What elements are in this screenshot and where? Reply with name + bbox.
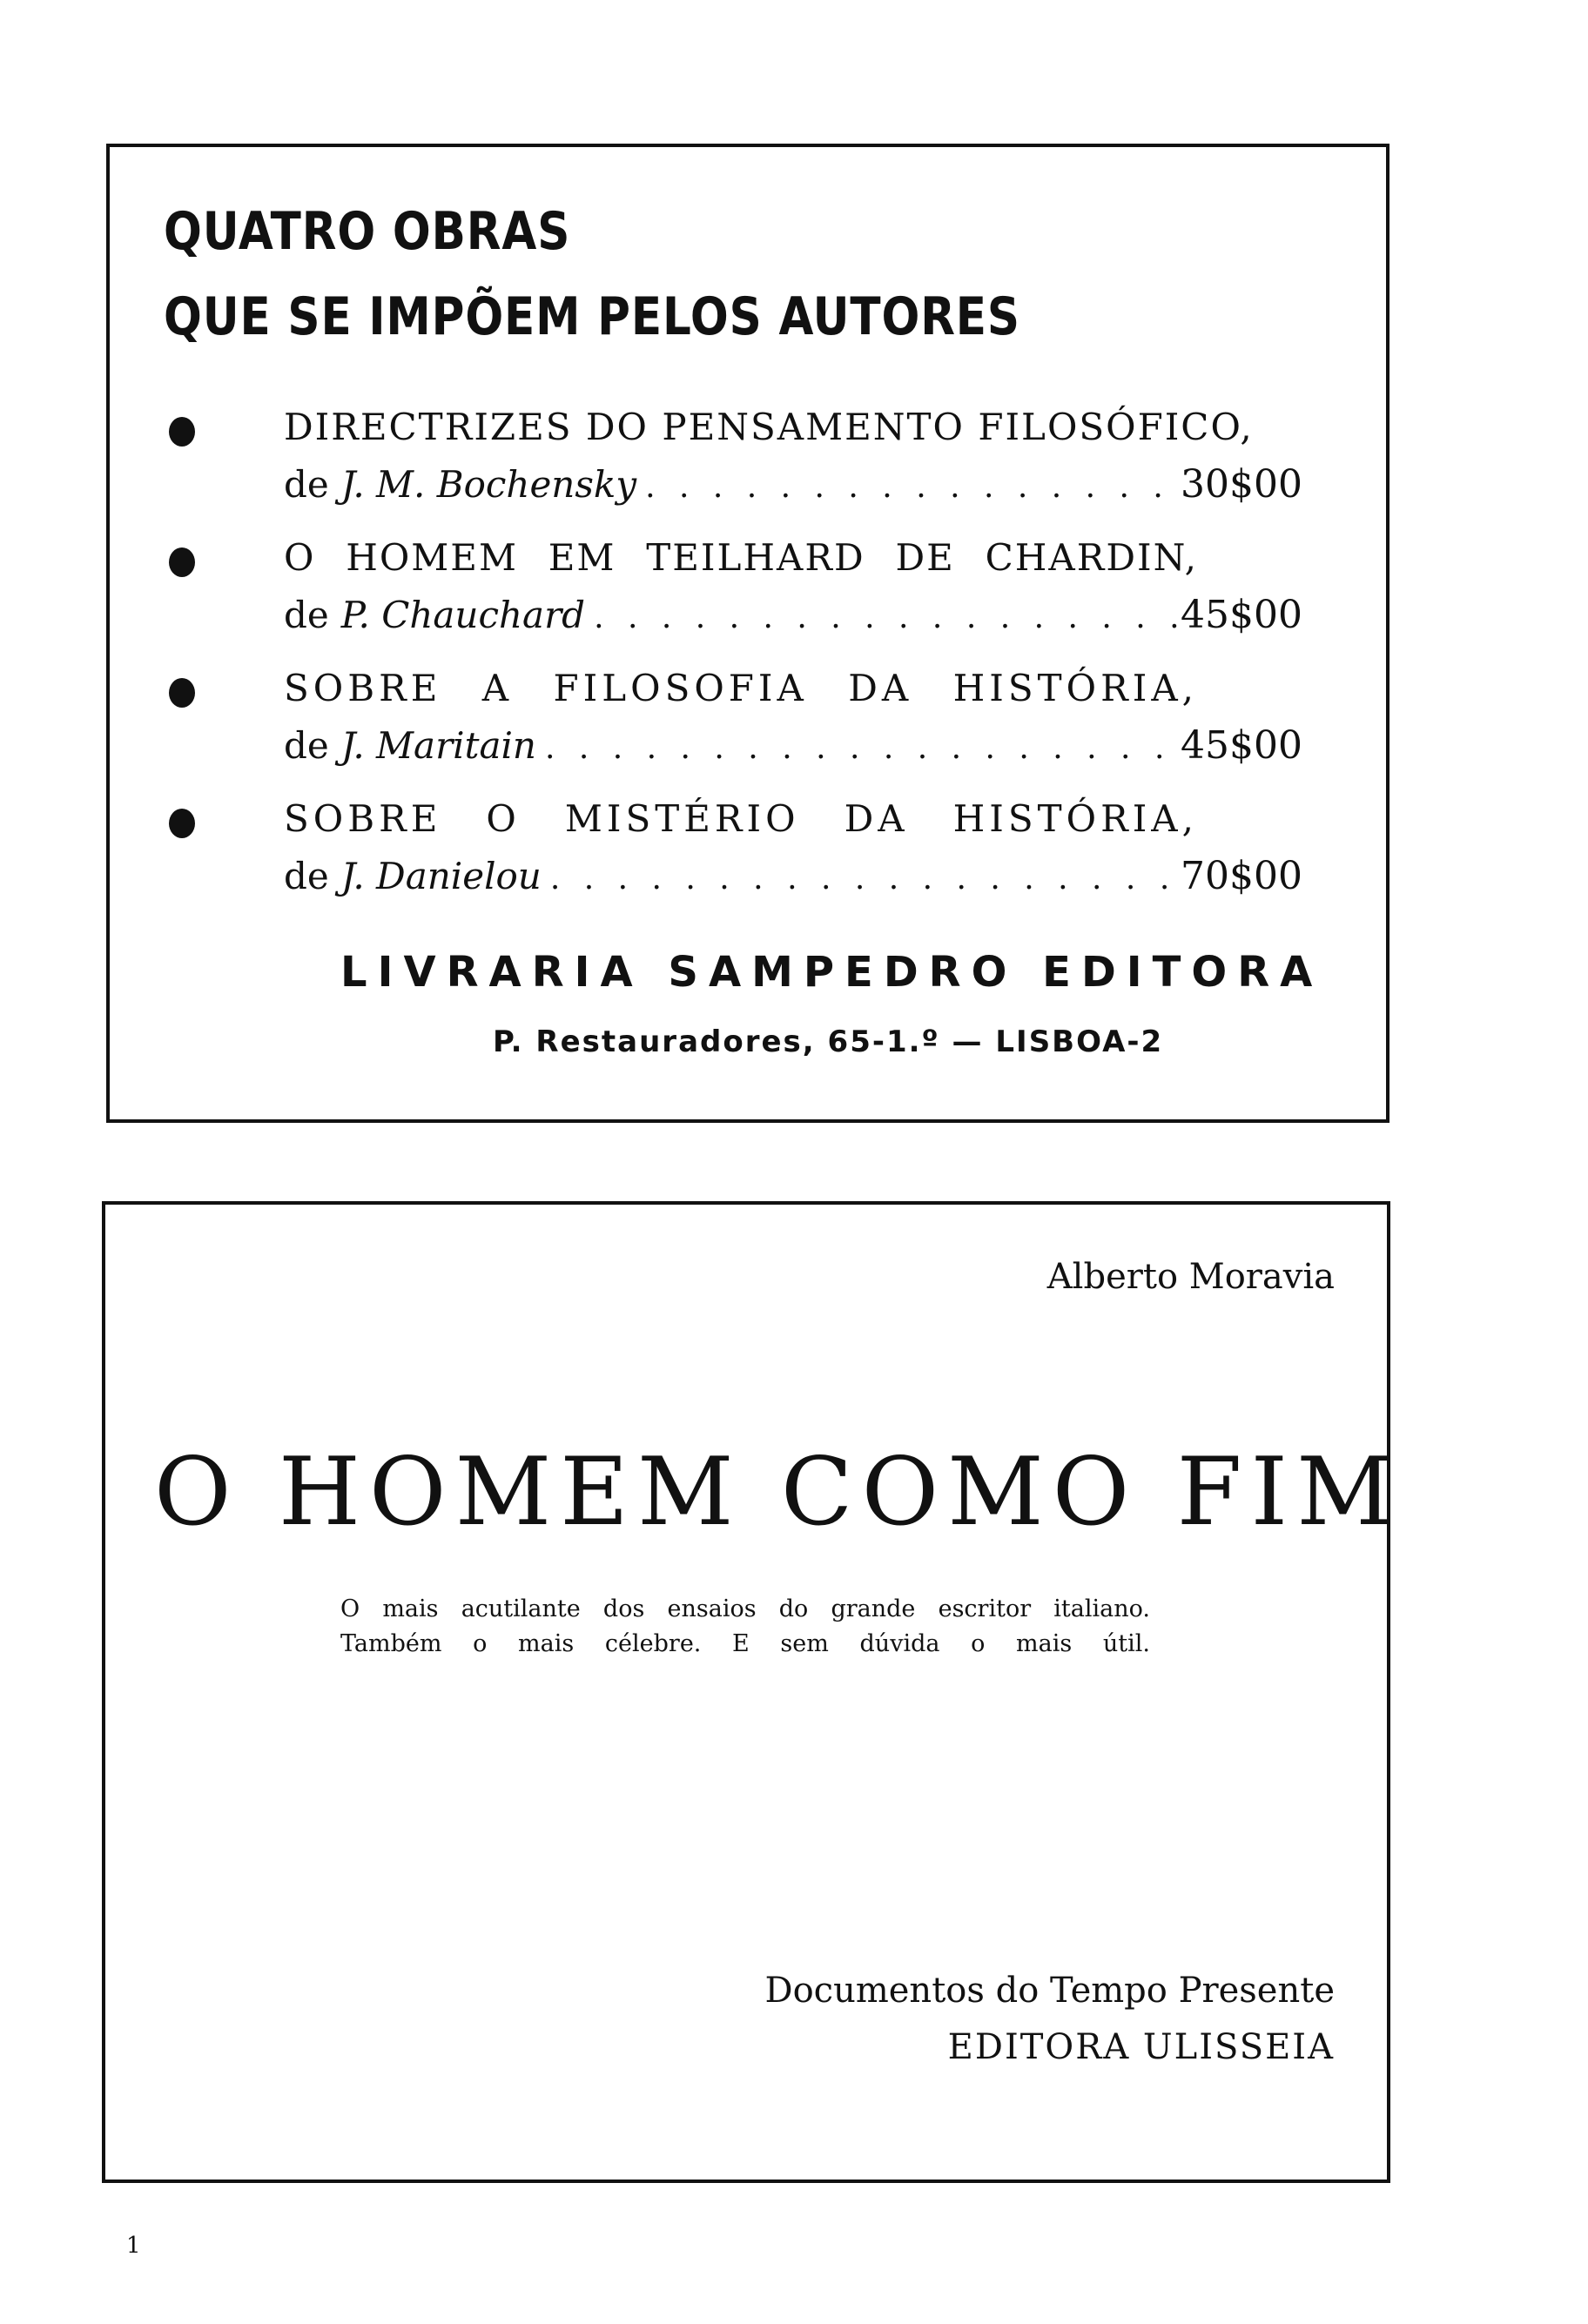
page-number: 1 [126,2233,141,2259]
book-author: J. Danielou [340,855,542,897]
author-line [284,457,1181,515]
book-author: Alberto Moravia [1046,1257,1335,1297]
advertisement-ulisseia [102,1201,1402,2183]
book-entry [162,661,1346,774]
book-title: SOBRE O MISTÉRIO DA HISTÓRIA, [284,797,1198,840]
book-entry [162,530,1346,643]
author-line [284,718,1181,776]
headline-line-1: QUATRO OBRAS [164,201,571,262]
book-price: 45$00 [1181,723,1302,768]
bullet-icon [169,547,195,577]
book-author: J. Maritain [340,724,536,767]
advertisement-sampedro [106,144,1390,1123]
book-blurb [340,1592,1150,1662]
author-prefix: de [284,724,329,767]
author-prefix: de [284,463,329,506]
book-entry [162,400,1346,513]
book-author: P. Chauchard [340,594,586,636]
book-title: DIRECTRIZES DO PENSAMENTO FILOSÓFICO, [284,406,1254,448]
bullet-icon [169,417,195,447]
publisher-name: LIVRARIA SAMPEDRO EDITORA [340,948,1323,997]
publisher-address: P. Restauradores, 65-1.º — LISBOA-2 [493,1024,1164,1059]
author-line [284,849,1181,907]
author-prefix: de [284,594,329,636]
blurb-line: Também o mais célebre. E sem dúvida o mais útil. [340,1630,1150,1657]
book-author: J. M. Bochensky [340,463,637,506]
dot-leader [645,460,1181,515]
book-price: 30$00 [1181,462,1302,507]
book-price: 70$00 [1181,854,1302,898]
book-title: SOBRE A FILOSOFIA DA HISTÓRIA, [284,667,1198,709]
dot-leader [545,721,1181,776]
dot-leader [550,851,1181,907]
collection-name: Documentos do Tempo Presente [764,1971,1335,2011]
author-line [284,588,1181,646]
book-title: O HOMEM COMO FIM [154,1438,1402,1547]
dot-leader [594,590,1181,646]
blurb-line: O mais acutilante dos ensaios do grande escritor italiano. [340,1595,1150,1622]
book-title: O HOMEM EM TEILHARD DE CHARDIN, [284,536,1198,579]
bullet-icon [169,809,195,838]
book-entry [162,791,1346,904]
bullet-icon [169,678,195,708]
publisher-name: EDITORA ULISSEIA [947,2027,1335,2067]
author-prefix: de [284,855,329,897]
headline-line-2: QUE SE IMPÕEM PELOS AUTORES [164,286,1020,347]
book-price: 45$00 [1181,593,1302,637]
